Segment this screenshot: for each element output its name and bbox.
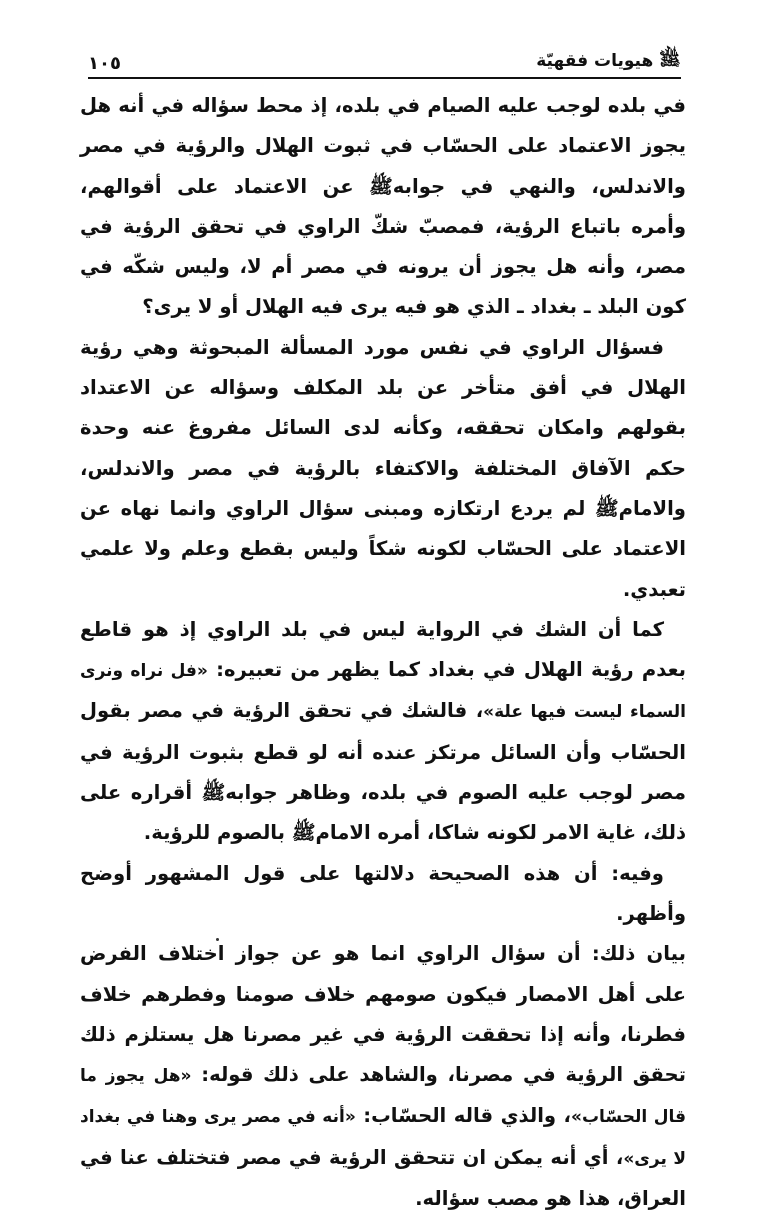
paragraph-text: في بلده لوجب عليه الصيام في بلده، إذ محط سؤاله في أنه هل يجوز الاعتماد على الحسّاب في ثبوت الهلال والرؤية في مصر والاندلس، والنهي في جوابهﷺ عن الاعتماد على أقوالهم، وأمره باتباع الرؤية، فمصبّ شكّ الراوي في تحقق الرؤية في مصر، وأنه هل يجوز أن يرونه في مصر أم لا، وليس شكّه في كون البلد ـ بغداد ـ الذي هو فيه يرى فيه الهلال أو لا يرى؟ — [80, 94, 686, 319]
ornament-icon: ﷺ — [659, 49, 681, 70]
paragraph-lead: وفيه: — [611, 861, 664, 885]
paragraph-text: كما أن الشك في الرواية ليس في بلد الراوي إذ هو قاطع بعدم رؤية الهلال في بغداد كما يظهر من تعبيره: — [80, 617, 686, 682]
book-title: هيويات فقهيّة — [536, 51, 654, 71]
paragraph — [80, 610, 686, 854]
paragraph-text: ، أي أنه يمكن ان تتحقق الرؤية في مصر فتختلف عنا في العراق، هذا هو مصب سؤاله. — [80, 1145, 686, 1211]
hadith-quote: «فل نراه ونرى السماء ليست فيها علة» — [80, 661, 686, 723]
paragraph — [80, 934, 686, 1219]
page-number: ١٠٥ — [88, 53, 121, 74]
paragraph-text: ، فالشك في تحقق الرؤية في مصر بقول الحسّاب وأن السائل مرتكز عنده أنه لو قطع بثبوت الرؤية في مصر لوجب عليه الصوم في بلده، وظاهر جوابهﷺ أقراره على ذلك، غاية الامر لكونه شاكا، أمره الامامﷺ بالصوم للرؤية. — [80, 699, 686, 845]
paragraph-text: أن هذه الصحيحة دلالتها على قول المشهور أوضح وأظهر. — [80, 861, 686, 925]
paragraph-text: فسؤال الراوي في نفس مورد المسألة المبحوثة وهي رؤية الهلال في أفق متأخر عن بلد المكلف وسؤاله عن الاعتداد بقولهم وامكان تحققه، وكأنه لدى السائل مفروغ عنه وحدة حكم الآفاق المختلفة والاكتفاء بالرؤية في مصر والاندلس، والامامﷺ لم يردع ارتكازه ومبنى سؤال الراوي وانما نهاه عن الاعتماد على الحسّاب لكونه شكاً وليس بقطع وعلم ولا علمي تعبدي. — [80, 335, 686, 601]
paragraph-text: ، والذي قاله الحسّاب: — [355, 1104, 571, 1128]
paragraph — [80, 854, 686, 935]
paragraph-lead: بيان ذلك: — [591, 942, 686, 966]
running-title — [536, 48, 681, 74]
paragraph — [80, 328, 686, 610]
page-header — [88, 40, 681, 74]
paragraph — [80, 86, 686, 328]
hadith-quote: «أنه في مصر يرى وهنا في بغداد لا يرى» — [80, 1107, 686, 1169]
hadith-quote: «هل يجوز ما قال الحسّاب» — [80, 1066, 686, 1128]
ink-speck — [216, 938, 219, 941]
page-body — [80, 86, 686, 1219]
header-divider — [88, 77, 681, 79]
paragraph-text: أن سؤال الراوي انما هو عن جواز اختلاف الفرض على أهل الامصار فيكون صومهم خلاف صومنا وفطرهم خلاف فطرنا، وأنه إذا تحققت الرؤية في غير مصرنا هل يستلزم ذلك تحقق الرؤية في مصرنا، والشاهد على ذلك قوله: — [80, 942, 686, 1087]
